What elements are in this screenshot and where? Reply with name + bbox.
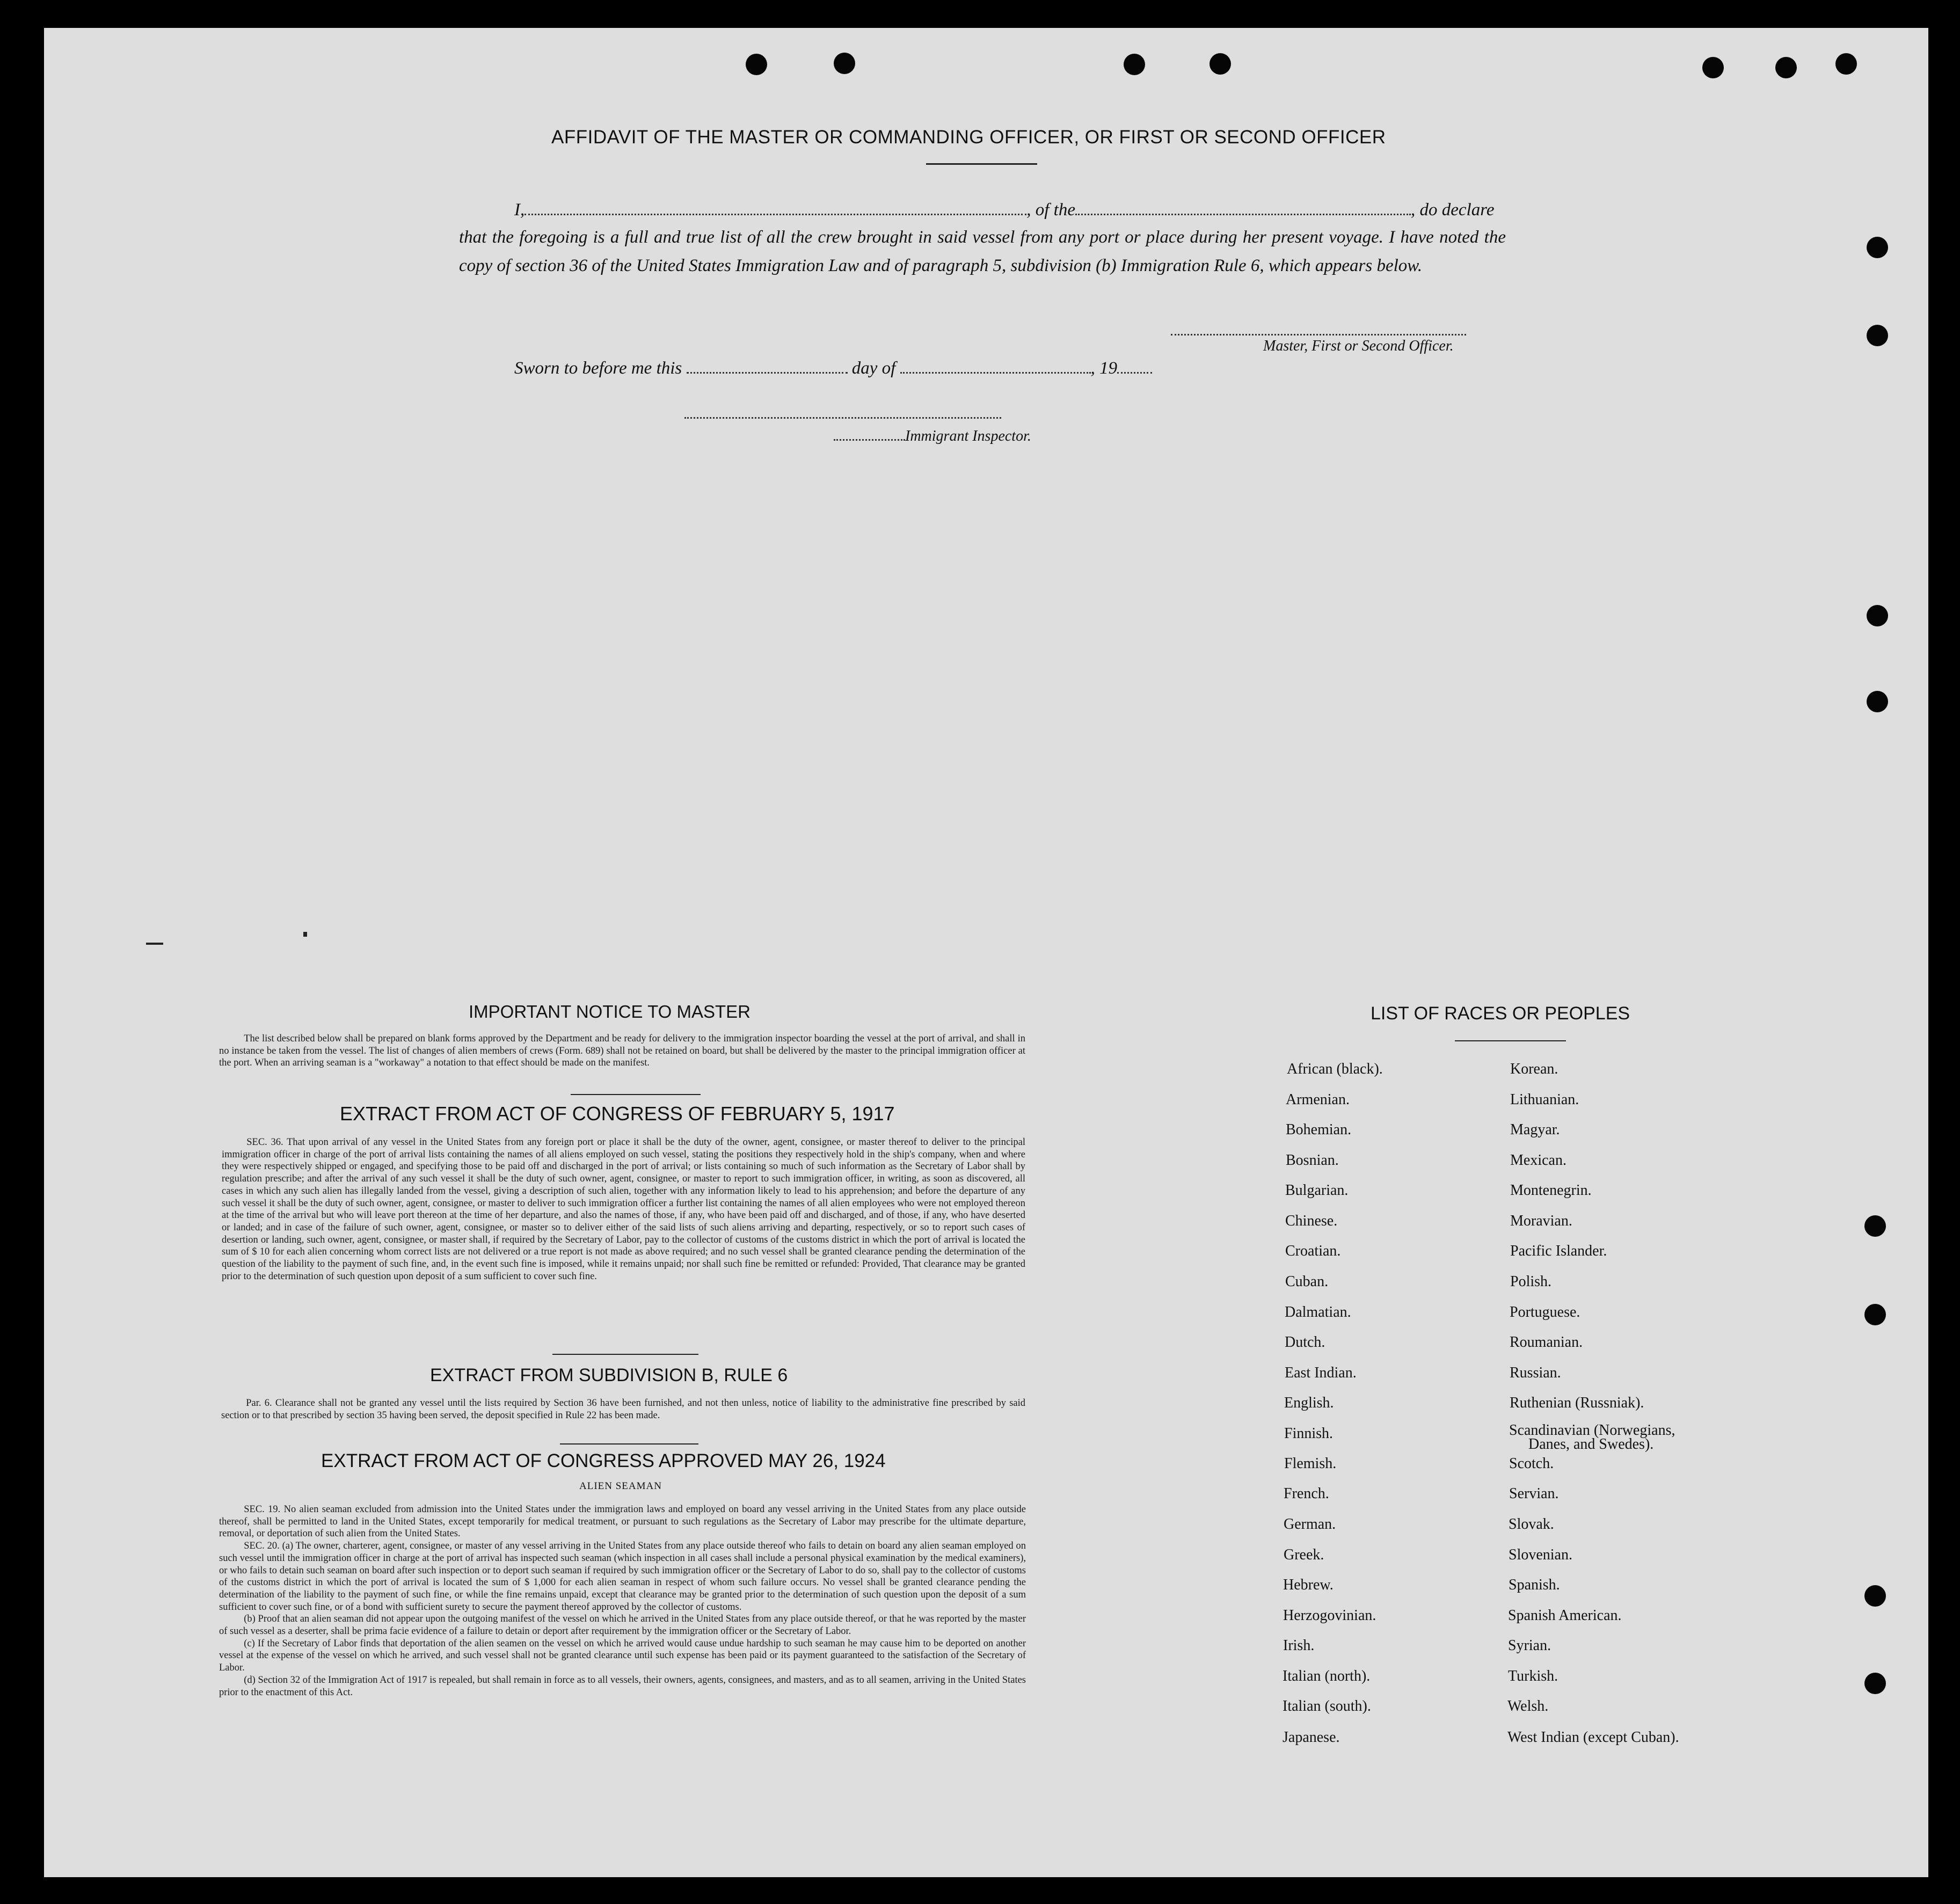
race-item: Korean. — [1510, 1061, 1558, 1077]
notice-text-block — [219, 1033, 1025, 1069]
punch-hole — [1775, 57, 1797, 78]
punch-hole — [1864, 1215, 1886, 1237]
extract-1924-subtitle: ALIEN SEAMAN — [579, 1480, 662, 1492]
punch-hole — [1867, 691, 1888, 712]
race-item: Syrian. — [1508, 1637, 1551, 1654]
affidavit-declare: , do declare — [1410, 200, 1495, 220]
extract-1924-title: EXTRACT FROM ACT OF CONGRESS APPROVED MAY 26, 1924 — [321, 1450, 886, 1471]
affidavit-line-1 — [514, 200, 1494, 220]
race-item: Scandinavian (Norwegians, — [1509, 1422, 1675, 1439]
race-item: Servian. — [1509, 1485, 1559, 1502]
race-item: Armenian. — [1286, 1091, 1350, 1108]
race-item: Slovak. — [1509, 1516, 1554, 1533]
punch-hole — [1867, 237, 1888, 258]
punch-hole — [1835, 53, 1857, 75]
race-item: Pacific Islander. — [1510, 1243, 1607, 1259]
inspector-label: Immigrant Inspector. — [905, 428, 1031, 444]
punch-hole — [1864, 1585, 1886, 1607]
race-item: Moravian. — [1510, 1213, 1572, 1229]
sworn-day: day of — [851, 359, 896, 378]
race-item: Polish. — [1510, 1273, 1552, 1290]
punch-hole — [1864, 1673, 1886, 1694]
punch-hole — [1702, 57, 1724, 78]
race-item: Ruthenian (Russniak). — [1510, 1395, 1644, 1411]
race-item: Bosnian. — [1286, 1152, 1339, 1169]
race-item: Italian (north). — [1283, 1668, 1371, 1684]
race-item: Spanish. — [1509, 1577, 1560, 1593]
inspector-signature-line[interactable] — [684, 414, 1001, 419]
race-item: Italian (south). — [1283, 1698, 1371, 1715]
race-item: Lithuanian. — [1510, 1091, 1579, 1108]
extract-rule6-rule — [560, 1443, 698, 1445]
race-item: Irish. — [1283, 1637, 1315, 1654]
inspector-blank[interactable] — [834, 436, 905, 441]
affidavit-of-the: , of the — [1026, 200, 1075, 220]
notice-title: IMPORTANT NOTICE TO MASTER — [469, 1002, 751, 1022]
extract-rule6-text: Par. 6. Clearance shall not be granted any vessel until the lists required by Section 36 have been furnished, and not then unless, notice of liability to the administrative fine prescribed by said section or to that prescribed by section 35 having been served, the deposit specified in Rule 22 has been made. — [221, 1398, 1025, 1421]
race-item: Chinese. — [1285, 1213, 1338, 1229]
race-item: Flemish. — [1284, 1455, 1337, 1472]
punch-hole — [1124, 54, 1145, 75]
extract-1924-paragraph: SEC. 20. (a) The owner, charterer, agent, consignee, or master of any vessel arriving in the United States from any place outside thereof who fails to detain on board any alien seaman employed on such vessel until the immigration officer in charge at the port of arrival has inspected such seaman (which inspection in all cases shall include a personal physical examination by the medical examiners), or who fails to detain such seaman on board after such inspection or to deport such seaman if required by such immigration officer or the Secretary of Labor to do so, shall pay to the collector of customs of the customs district in which the port of arrival is located the sum of $ 1,000 for each alien seaman in respect of whom such failure occurs. No vessel shall be granted clearance pending the determination of the liability to the payment of such fine, or while the fine remains unpaid, except that clearance may be granted prior to the determination of such question upon the deposit of a sum sufficient to cover such fine, or of a bond with sufficient surety to secure the payment thereof approved by the collector of customs. — [219, 1541, 1026, 1613]
races-title-rule — [1455, 1040, 1566, 1041]
race-item: Finnish. — [1284, 1425, 1334, 1442]
race-item: Welsh. — [1507, 1698, 1549, 1715]
vessel-blank[interactable] — [1075, 210, 1411, 215]
race-item: Bohemian. — [1286, 1121, 1352, 1138]
extract-1917-block — [222, 1136, 1025, 1282]
race-item: African (black). — [1287, 1061, 1383, 1077]
race-item: German. — [1284, 1516, 1336, 1533]
race-item: Dutch. — [1285, 1334, 1325, 1351]
race-item: Montenegrin. — [1510, 1182, 1592, 1199]
race-item: Cuban. — [1285, 1273, 1329, 1290]
race-item: Spanish American. — [1508, 1607, 1622, 1624]
extract-1924-paragraph: (b) Proof that an alien seaman did not appear upon the outgoing manifest of the vessel on which he arrived in the United States from any place outside thereof, or that he was reported by the master of such vessel as a deserter, shall be prima facie evidence of a failure to detain or deport after requirement by the immigration officer or the Secretary of Labor. — [219, 1614, 1026, 1637]
name-blank[interactable] — [524, 210, 1026, 215]
extract-1917-text: SEC. 36. That upon arrival of any vessel in the United States from any foreign port or place it shall be the duty of the owner, agent, consignee, or master thereof to deliver to the principal immigration officer in charge of the port of arrival lists containing the names of all aliens employed on such vessel, stating the positions they respectively hold in the ship's company, when and where they were respectively shipped or engaged, and specifying those to be paid off and discharged in the port of arrival; or lists containing so much of such information as the Secretary of Labor shall by regulation prescribe; and after the arrival of any such vessel it shall be the duty of such owner, agent, consignee, or master to report to such immigration officer, in writing, as soon as discovered, all cases in which any such alien has illegally landed from the vessel, giving a description of such alien, together with any information likely to lead to his apprehension; and before the departure of any such vessel it shall be the duty of such owner, agent, consignee, or master to deliver to such immigration officer a further list containing the names of all alien employees who were not employed thereon at the time of the arrival but who will leave port thereon at the time of her departure, and also the names of those, if any, who have been paid off and discharged, and of those, if any, who have deserted or landed; and in case of the failure of such owner, agent, consignee, or master so to deliver either of the said lists of such aliens arriving and departing, respectively, or so to report such cases of desertion or landing, such owner, agent, consignee, or master shall, if required by the Secretary of Labor, pay to the collector of customs of the customs district in which the port of arrival is located the sum of $ 10 for each alien concerning whom correct lists are not delivered or a true report is not made as above required; and no such vessel shall be granted clearance pending the determination of the question of the liability to the payment of such fine, and, in the event such fine is imposed, while it remains unpaid; nor shall such fine be remitted or refunded: Provided, That clearance may be granted prior to the determination of such question upon deposit of a sum sufficient to cover such fine. — [222, 1137, 1025, 1282]
extract-1917-rule — [552, 1354, 698, 1355]
race-item: Magyar. — [1510, 1121, 1560, 1138]
extract-rule6-title: EXTRACT FROM SUBDIVISION B, RULE 6 — [430, 1365, 788, 1385]
punch-hole — [1864, 1304, 1886, 1325]
extract-1924-paragraph: (d) Section 32 of the Immigration Act of 1917 is repealed, but shall remain in force as to all vessels, their owners, agents, consignees, and masters, and as to all seamen, arriving in the United States prior to the enactment of this Act. — [219, 1674, 1026, 1698]
extract-rule6-block — [221, 1397, 1025, 1421]
punch-hole — [1867, 325, 1888, 346]
race-item: Mexican. — [1510, 1152, 1566, 1169]
affidavit-i: I, — [514, 200, 525, 220]
sworn-line — [514, 359, 1152, 378]
notice-text: The list described below shall be prepared on blank forms approved by the Department and be ready for delivery to the immigration inspector boarding the vessel at the port of arrival, and shall in no instance be taken from the vessel. The list of changes of alien members of crews (Form. 689) shall not be retained on board, but shall be delivered by the master to the principal immigration officer at the port. When an arriving seaman is a "workaway" a notation to that effect should be made on the manifest. — [219, 1033, 1025, 1069]
notice-rule — [571, 1094, 701, 1095]
race-item: Dalmatian. — [1285, 1304, 1351, 1321]
race-item: Scotch. — [1509, 1455, 1554, 1472]
sworn-prefix: Sworn to before me this — [514, 359, 682, 378]
race-item: Danes, and Swedes). — [1528, 1436, 1654, 1453]
race-item: West Indian (except Cuban). — [1507, 1729, 1679, 1746]
race-item: French. — [1284, 1485, 1329, 1502]
extract-1924-paragraph: SEC. 19. No alien seaman excluded from admission into the United States under the immigration laws and employed on board any vessel arriving in the United States from any place outside thereof, shall be permitted to land in the United States, except temporarily for medical treatment, or pursuant to such regulations as the Secretary of Labor may prescribe for the ultimate departure, removal, or deportation of such alien from the United States. — [219, 1504, 1026, 1540]
race-item: East Indian. — [1285, 1365, 1357, 1381]
race-item: English. — [1284, 1395, 1334, 1411]
extract-1924-paragraph: (c) If the Secretary of Labor finds that deportation of the alien seamen on the vessel on which he arrived would cause undue hardship to such seaman he may cause him to be deported on another vessel at the expense of the vessel on which he arrived, and such vessel shall not be granted clearance until such expense has been paid or its payment guaranteed to the satisfaction of the Secretary of Labor. — [219, 1638, 1026, 1674]
race-item: Slovenian. — [1509, 1546, 1572, 1563]
race-item: Russian. — [1510, 1365, 1561, 1381]
sworn-year-blank[interactable] — [1117, 369, 1152, 374]
affidavit-title: AFFIDAVIT OF THE MASTER OR COMMANDING OFFICER, OR FIRST OR SECOND OFFICER — [551, 127, 1386, 148]
race-item: Roumanian. — [1510, 1334, 1583, 1351]
punch-hole — [746, 54, 767, 75]
race-item: Japanese. — [1283, 1729, 1340, 1746]
races-title: LIST OF RACES OR PEOPLES — [1371, 1003, 1630, 1024]
officer-signature-label: Master, First or Second Officer. — [1263, 338, 1454, 354]
sworn-year: , 19 — [1090, 359, 1118, 378]
race-item: Turkish. — [1508, 1668, 1558, 1684]
race-item: Portuguese. — [1510, 1304, 1580, 1321]
extract-1924-block — [219, 1504, 1026, 1698]
punch-hole — [1867, 605, 1888, 626]
stray-mark — [303, 932, 307, 937]
race-item: Croatian. — [1285, 1243, 1341, 1259]
punch-hole — [1209, 53, 1231, 75]
extract-1917-title: EXTRACT FROM ACT OF CONGRESS OF FEBRUARY 5, 1917 — [340, 1103, 895, 1125]
affidavit-paragraph: that the foregoing is a full and true list of all the crew brought in said vessel from any port or place during her present voyage. I have noted the copy of section 36 of the United States Immigration Law and of paragraph 5, subdivision (b) Immigration Rule 6, which appears below. — [459, 228, 1506, 275]
sworn-day-blank[interactable] — [687, 369, 848, 374]
race-item: Herzogovinian. — [1283, 1607, 1376, 1624]
stray-mark — [146, 943, 163, 945]
affidavit-title-rule — [926, 163, 1037, 165]
race-item: Greek. — [1284, 1546, 1324, 1563]
punch-hole — [834, 53, 855, 74]
inspector-line — [834, 428, 1031, 445]
sworn-month-blank[interactable] — [900, 369, 1091, 374]
race-item: Hebrew. — [1283, 1577, 1334, 1593]
officer-signature-line[interactable] — [1171, 331, 1466, 335]
race-item: Bulgarian. — [1285, 1182, 1349, 1199]
